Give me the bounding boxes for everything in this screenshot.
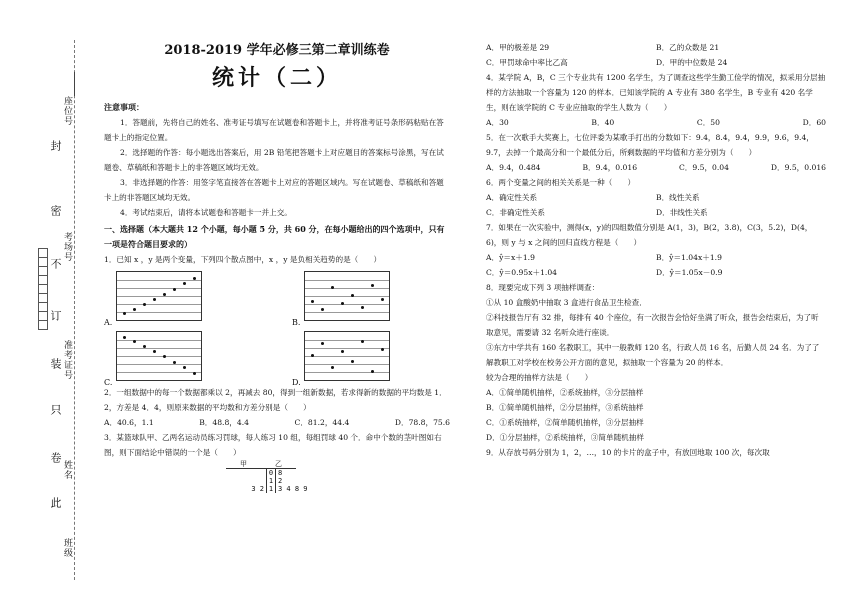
plot-label-d: D. bbox=[292, 378, 301, 387]
seal-char: 此 bbox=[49, 497, 62, 509]
stem-leaf-row: 0 8 bbox=[226, 469, 450, 477]
question-5-options bbox=[486, 160, 826, 175]
exam-room-label: 考场号 bbox=[62, 232, 72, 262]
scatter-plot-b bbox=[304, 271, 390, 321]
option-a: A．40.6，1.1 bbox=[104, 418, 154, 427]
question-3-stem: 3．某篮球队甲、乙两名运动员练习罚球，每人练习 10 组，每组罚球 40 个．命中个数的茎叶图如右图，则下面结论中错误的一个是（ ） bbox=[104, 433, 442, 457]
option-a: A．9.4，0.484 bbox=[486, 163, 541, 172]
question-4-stem: 4．某学院 A，B，C 三个专业共有 1200 名学生，为了调查这些学生勤工俭学的情况，拟采用分层抽样的方法抽取一个容量为 120 的样本．已知该学院的 A 专业有 380 名学生，B 专业有 420 名学生，则在该学院的 C 专业应抽取的学生人数为（ ） bbox=[486, 73, 826, 112]
question-7-options-row bbox=[486, 250, 826, 265]
question-8-item: ②科技报告厅有 32 排，每排有 40 个座位，有一次报告会恰好坐满了听众，报告会结束后，为了听取意见，需要请 32 名听众进行座谈． bbox=[486, 313, 819, 337]
option-a: A．①简单随机抽样，②系统抽样，③分层抽样 bbox=[486, 388, 644, 397]
question-3-options-row bbox=[486, 55, 826, 70]
option-d: D．60 bbox=[802, 118, 826, 127]
question-7-options-row bbox=[486, 265, 826, 280]
option-b: B．40 bbox=[591, 118, 615, 127]
option-a: A．30 bbox=[486, 118, 509, 127]
option-a: A．甲的极差是 29 bbox=[486, 43, 550, 52]
option-b: B．9.4，0.016 bbox=[582, 163, 638, 172]
scatter-plot-c bbox=[116, 331, 202, 381]
seal-line bbox=[74, 40, 75, 580]
question-3-options-row bbox=[486, 40, 826, 55]
seal-char: 订 bbox=[49, 310, 62, 322]
option-c: C．50 bbox=[696, 118, 720, 127]
question-6-options-row bbox=[486, 190, 826, 205]
stem-leaf-plot bbox=[226, 460, 450, 493]
scatter-plot-group bbox=[104, 267, 450, 385]
seat-number-label: 座位号 bbox=[62, 96, 72, 126]
seal-char: 不 bbox=[49, 258, 62, 270]
notice-item: 1．答题前，先将自己的姓名、准考证号填写在试题卷和答题卡上，并将准考证号条形码粘贴在答题卡上的指定位置。 bbox=[104, 118, 444, 142]
notice-item: 2．选择题的作答：每小题选出答案后，用 2B 铅笔把答题卡上对应题目的答案标号涂黑，写在试题卷、草稿纸和答题卡上的非答题区域均无效。 bbox=[104, 148, 444, 172]
option-b: B．线性关系 bbox=[656, 193, 700, 202]
exam-room-grid bbox=[38, 248, 48, 329]
question-1-stem: 1．已知 x ，y 是两个变量，下列四个散点图中，x ，y 是负相关趋势的是（ ） bbox=[104, 255, 382, 264]
question-2-stem: 2．一组数据中的每一个数据都乘以 2，再减去 80，得到一组新数据，若求得新的数据的平均数是 1．2，方差是 4．4，则原来数据的平均数和方差分别是（ ） bbox=[104, 388, 447, 412]
question-6-options-row bbox=[486, 205, 826, 220]
option-c: C．9.5，0.04 bbox=[678, 163, 729, 172]
name-label: 姓名 bbox=[62, 460, 72, 480]
seal-char: 装 bbox=[49, 358, 62, 370]
right-column bbox=[486, 40, 826, 460]
stem-leaf-header bbox=[226, 460, 296, 469]
option-c: C．ŷ＝0.95x＋1.04 bbox=[486, 268, 557, 277]
question-2-options bbox=[104, 415, 450, 430]
seat-number-line bbox=[74, 72, 75, 96]
question-9-stem: 9．从存放号码分别为 1，2，…，10 的卡片的盒子中，有放回地取 100 次，每次取 bbox=[486, 448, 770, 457]
exam-title: 2018-2019 学年必修三第二章训练卷 bbox=[164, 43, 390, 58]
option-c: C．甲罚球命中率比乙高 bbox=[486, 58, 568, 67]
plot-label-a: A. bbox=[104, 318, 113, 327]
stem-leaf-row: 3 2 1 3 4 8 9 bbox=[251, 485, 308, 493]
option-c: C．81.2，44.4 bbox=[294, 418, 350, 427]
plot-label-b: B. bbox=[292, 318, 301, 327]
option-a: A．确定性关系 bbox=[486, 193, 538, 202]
seal-char: 卷 bbox=[49, 452, 62, 464]
plot-label-c: C. bbox=[104, 378, 113, 387]
exam-subtitle: 统计（二） bbox=[211, 66, 342, 91]
option-d: D．78.8，75.6 bbox=[394, 418, 450, 427]
option-c: C．非确定性关系 bbox=[486, 208, 545, 217]
scatter-plot-a bbox=[116, 271, 202, 321]
question-4-options bbox=[486, 115, 826, 130]
option-b: B．ŷ＝1.04x＋1.9 bbox=[656, 253, 722, 262]
option-d: D．9.5，0.016 bbox=[770, 163, 826, 172]
question-8-stem: 8．现要完成下列 3 项抽样调查： bbox=[486, 283, 600, 292]
option-d: D．①分层抽样，②系统抽样，③简单随机抽样 bbox=[486, 433, 644, 442]
question-8-item: ①从 10 盒酸奶中抽取 3 盒进行食品卫生检查． bbox=[486, 298, 647, 307]
player-jia: 甲 bbox=[240, 460, 247, 468]
option-c: C．①系统抽样，②简单随机抽样，③分层抽样 bbox=[486, 418, 644, 427]
option-b: B．①简单随机抽样，②分层抽样，③系统抽样 bbox=[486, 403, 644, 412]
question-5-stem: 5．在一次歌手大奖赛上，七位评委为某歌手打出的分数如下：9.4，8.4，9.4，9.9，9.6，9.4，9.7，去掉一个最高分和一个最低分后，所剩数据的平均值和方差分别为（ ） bbox=[486, 133, 814, 157]
scatter-plot-d bbox=[304, 331, 390, 381]
option-d: D．甲的中位数是 24 bbox=[656, 58, 728, 67]
seal-char: 只 bbox=[49, 404, 62, 416]
notice-item: 3．非选择题的作答：用签字笔直接答在答题卡上对应的答题区域内。写在试题卷、草稿纸和答题卡上的非答题区域均无效。 bbox=[104, 178, 444, 202]
stem-leaf-row: 1 2 bbox=[226, 477, 450, 485]
class-label: 班级 bbox=[62, 538, 72, 558]
binding-margin bbox=[0, 0, 90, 607]
seal-char: 封 bbox=[49, 140, 62, 152]
admission-number-label: 准考证号 bbox=[62, 340, 72, 380]
left-column bbox=[104, 40, 450, 493]
seal-char: 密 bbox=[49, 205, 62, 217]
question-8-question: 较为合理的抽样方法是（ ） bbox=[486, 373, 593, 382]
option-d: D．非线性关系 bbox=[656, 208, 708, 217]
question-8-item: ③东方中学共有 160 名教职工，其中一般教师 120 名，行政人员 16 名，后勤人员 24 名．为了了解教职工对学校在校务公开方面的意见，拟抽取一个容量为 20 的样本． bbox=[486, 343, 820, 367]
option-b: B．乙的众数是 21 bbox=[656, 43, 720, 52]
section-heading: 一、选择题（本大题共 12 个小题，每小题 5 分，共 60 分，在每小题给出的四个选项中，只有一项是符合题目要求的） bbox=[104, 224, 445, 249]
option-a: A．ŷ＝x＋1.9 bbox=[486, 253, 535, 262]
notice-heading: 注意事项： bbox=[104, 102, 144, 112]
notice-item: 4．考试结束后，请将本试题卷和答题卡一并上交。 bbox=[120, 208, 292, 217]
question-7-stem: 7．如果在一次实验中，测得(x，y)的四组数值分别是 A(1，3)，B(2，3.8)，C(3，5.2)，D(4，6)，则 y 与 x 之间的回归直线方程是（ ） bbox=[486, 223, 813, 247]
player-yi: 乙 bbox=[275, 460, 282, 468]
option-d: D．ŷ＝1.05x－0.9 bbox=[656, 268, 723, 277]
option-b: B．48.8，4.4 bbox=[199, 418, 249, 427]
question-6-stem: 6．两个变量之间的相关关系是一种（ ） bbox=[486, 178, 636, 187]
